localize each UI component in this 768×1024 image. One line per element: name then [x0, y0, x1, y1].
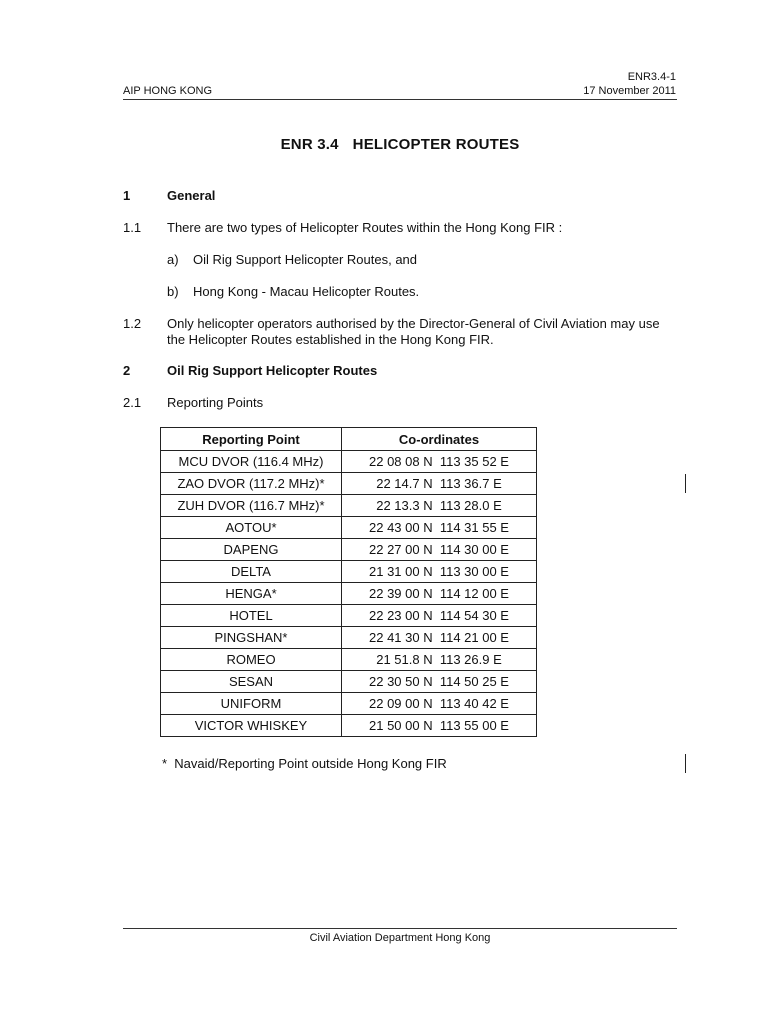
footer-rule	[123, 928, 677, 929]
reporting-point-cell: HENGA*	[161, 583, 342, 605]
table-row	[161, 495, 537, 517]
table-row	[161, 671, 537, 693]
column-header-coordinates: Co-ordinates	[342, 428, 537, 451]
reporting-point-cell: SESAN	[161, 671, 342, 693]
coordinates-cell: 22 30 50 N 114 50 25 E	[342, 671, 537, 693]
page-footer: Civil Aviation Department Hong Kong	[309, 932, 491, 944]
section-2-heading: Oil Rig Support Helicopter Routes	[167, 363, 378, 378]
reporting-point-cell: UNIFORM	[161, 693, 342, 715]
list-item-b-text: Hong Kong - Macau Helicopter Routes.	[193, 284, 420, 299]
column-header-reporting-point: Reporting Point	[161, 428, 342, 451]
para-1-2-line-2: the Helicopter Routes established in the Hong Kong FIR.	[167, 332, 494, 347]
section-2-number: 2	[123, 363, 131, 378]
para-2-1-heading: Reporting Points	[167, 395, 264, 410]
table-row	[161, 715, 537, 737]
reporting-point-cell: AOTOU*	[161, 517, 342, 539]
title-text: HELICOPTER ROUTES	[352, 136, 520, 153]
table-row	[161, 561, 537, 583]
header-rule	[123, 99, 677, 100]
change-bar	[685, 474, 686, 493]
coordinates-cell: 22 39 00 N 114 12 00 E	[342, 583, 537, 605]
table-row	[161, 627, 537, 649]
reporting-point-cell: MCU DVOR (116.4 MHz)	[161, 451, 342, 473]
coordinates-cell: 22 23 00 N 114 54 30 E	[342, 605, 537, 627]
table-header-row	[161, 428, 537, 451]
coordinates-cell: 22 41 30 N 114 21 00 E	[342, 627, 537, 649]
coordinates-cell: 22 13.3 N 113 28.0 E	[342, 495, 537, 517]
coordinates-cell: 22 09 00 N 113 40 42 E	[342, 693, 537, 715]
reporting-point-cell: VICTOR WHISKEY	[161, 715, 342, 737]
publication-name: AIP HONG KONG	[123, 85, 213, 97]
reporting-point-cell: HOTEL	[161, 605, 342, 627]
para-1-2-number: 1.2	[123, 316, 142, 331]
coordinates-cell: 22 27 00 N 114 30 00 E	[342, 539, 537, 561]
reporting-point-cell: ROMEO	[161, 649, 342, 671]
table-row	[161, 473, 537, 495]
section-1-heading: General	[167, 188, 216, 203]
coordinates-cell: 21 50 00 N 113 55 00 E	[342, 715, 537, 737]
coordinates-cell: 21 51.8 N 113 26.9 E	[342, 649, 537, 671]
para-1-2-line-1: Only helicopter operators authorised by the Director-General of Civil Aviation may use	[167, 316, 660, 331]
table-footnote: * Navaid/Reporting Point outside Hong Kong FIR	[162, 756, 447, 771]
para-1-1-number: 1.1	[123, 220, 142, 235]
reporting-point-cell: PINGSHAN*	[161, 627, 342, 649]
table-row	[161, 583, 537, 605]
reporting-point-cell: DAPENG	[161, 539, 342, 561]
coordinates-cell: 22 08 08 N 113 35 52 E	[342, 451, 537, 473]
reporting-point-cell: DELTA	[161, 561, 342, 583]
table-row	[161, 693, 537, 715]
table-row	[161, 539, 537, 561]
reporting-point-cell: ZUH DVOR (116.7 MHz)*	[161, 495, 342, 517]
para-2-1-number: 2.1	[123, 395, 142, 410]
section-1-number: 1	[123, 188, 131, 203]
title-code: ENR 3.4	[280, 136, 339, 153]
reporting-points-table	[160, 427, 537, 737]
list-item-a-label: a)	[167, 252, 179, 267]
table-row	[161, 605, 537, 627]
page-reference: ENR3.4-1	[627, 71, 676, 83]
list-item-a-text: Oil Rig Support Helicopter Routes, and	[193, 252, 418, 267]
coordinates-cell: 22 14.7 N 113 36.7 E	[342, 473, 537, 495]
page-title	[0, 136, 768, 153]
change-bar	[685, 754, 686, 773]
table-row	[161, 517, 537, 539]
para-1-1-text: There are two types of Helicopter Routes within the Hong Kong FIR :	[167, 220, 563, 235]
coordinates-cell: 21 31 00 N 113 30 00 E	[342, 561, 537, 583]
publication-date: 17 November 2011	[583, 85, 676, 97]
table-row	[161, 649, 537, 671]
table-row	[161, 451, 537, 473]
list-item-b-label: b)	[167, 284, 179, 299]
reporting-point-cell: ZAO DVOR (117.2 MHz)*	[161, 473, 342, 495]
coordinates-cell: 22 43 00 N 114 31 55 E	[342, 517, 537, 539]
